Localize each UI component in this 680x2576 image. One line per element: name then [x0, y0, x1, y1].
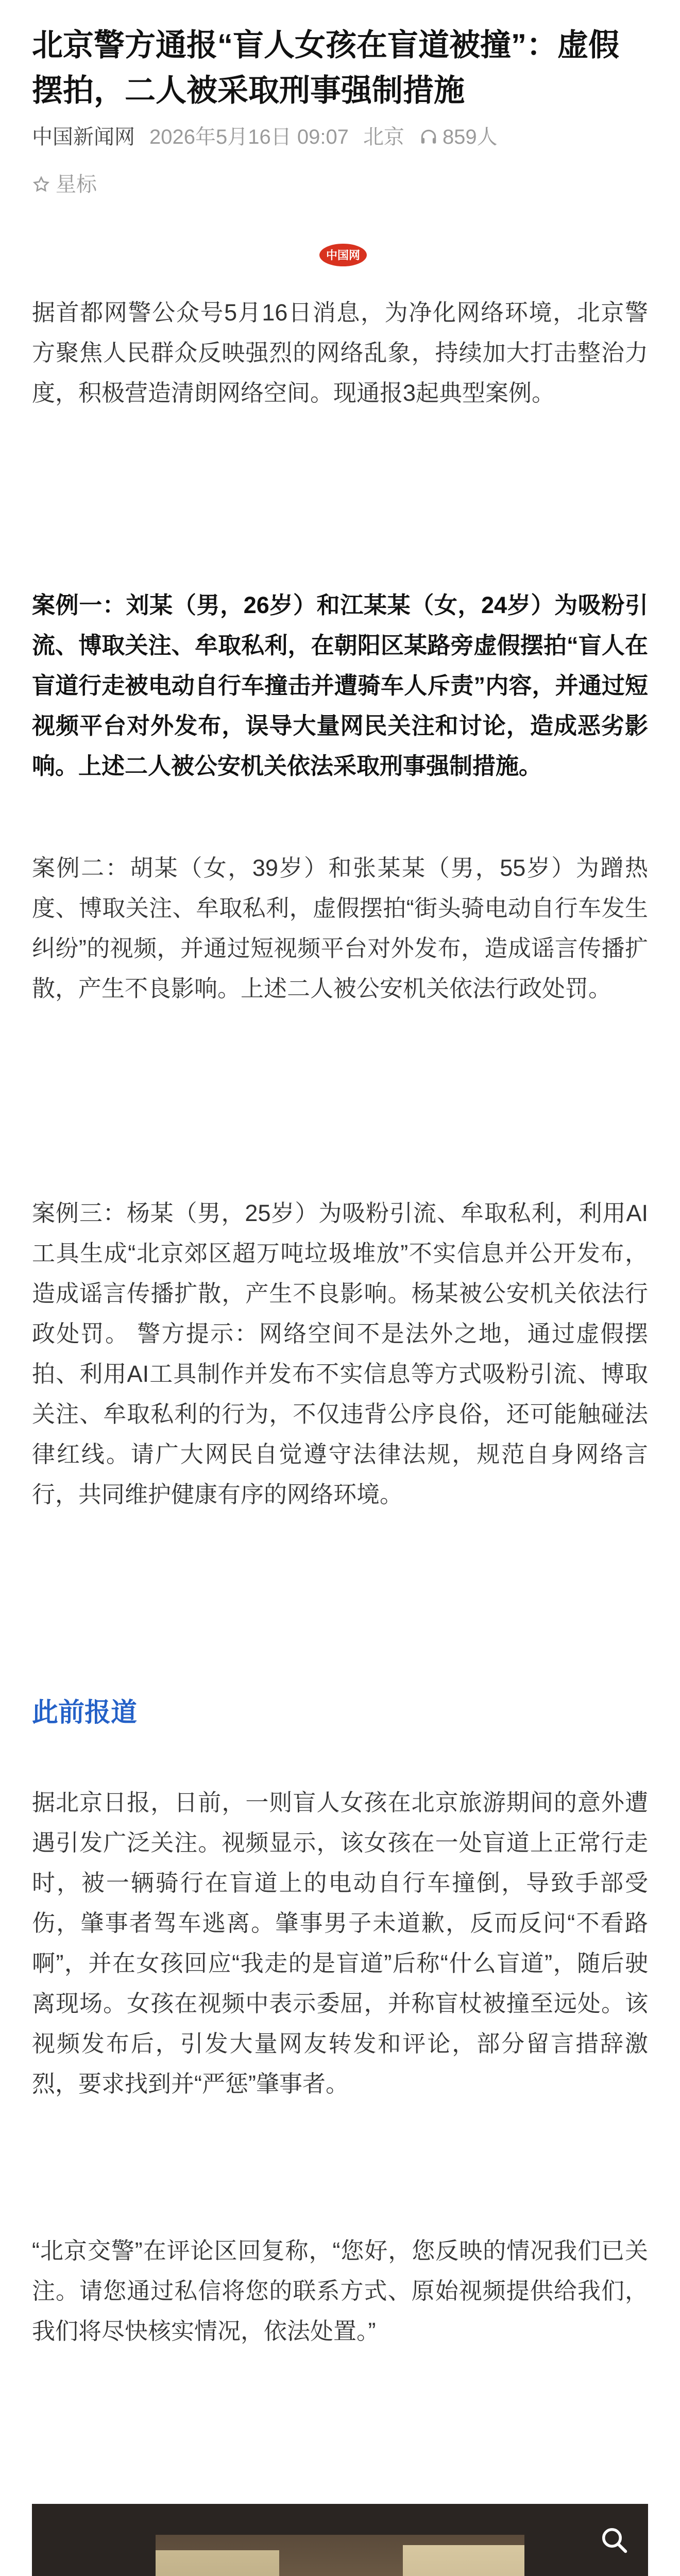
paragraph-intro: 据首都网警公众号5月16日消息，为净化网络环境，北京警方聚焦人民群众反映强烈的网络乱象，持续加大打击整治力度，积极营造清朗网络空间。现通报3起典型案例。 [32, 299, 648, 406]
paragraph-case-1: 案例一：刘某（男，26岁）和江某某（女，24岁）为吸粉引流、博取关注、牟取私利，在朝阳区某路旁虚假摆拍“盲人在盲道行走被电动自行车撞击并遭骑车人斥责”内容，并通过短视频平台对外发布，误导大量网民关注和讨论，造成恶劣影响。上述二人被公安机关依法采取刑事强制措施。 [32, 592, 648, 779]
video-shelf-left [156, 2550, 279, 2576]
star-button[interactable] [32, 170, 97, 199]
star-icon [32, 175, 50, 194]
headphones-icon [419, 127, 438, 147]
source-name[interactable]: 中国新闻网 [32, 126, 135, 148]
video-screenshot[interactable] [32, 2504, 648, 2576]
listen-count: 859人 [442, 126, 498, 148]
search-icon [599, 2525, 630, 2556]
publish-location: 北京 [363, 126, 404, 148]
article-meta [32, 123, 650, 151]
publish-time: 2026年5月16日 09:07 [149, 126, 349, 148]
video-shelf-right [403, 2545, 524, 2576]
site-logo [318, 242, 368, 268]
paragraph-case-2: 案例二：胡某（女，39岁）和张某某（男，55岁）为蹭热度、博取关注、牟取私利，虚假摆拍“街头骑电动自行车发生纠纷”的视频，并通过短视频平台对外发布，造成谣言传播扩散，产生不良影响。上述二人被公安机关依法行政处罚。 [32, 855, 648, 1002]
paragraph-report-1: 据北京日报，日前，一则盲人女孩在北京旅游期间的意外遭遇引发广泛关注。视频显示，该女孩在一处盲道上正常行走时，被一辆骑行在盲道上的电动自行车撞倒，导致手部受伤，肇事者驾车逃离。肇事男子未道歉，反而反问“不看路啊”，并在女孩回应“我走的是盲道”后称“什么盲道”，随后驶离现场。女孩在视频中表示委屈，并称盲杖被撞至远处。该视频发布后，引发大量网友转发和评论，部分留言措辞激烈，要求找到并“严惩”肇事者。 [32, 1789, 648, 2097]
logo-text: 中国网 [326, 249, 361, 262]
listen-button[interactable] [419, 123, 498, 151]
article-title: 北京警方通报“盲人女孩在盲道被撞”：虚假摆拍，二人被采取刑事强制措施 [32, 28, 619, 108]
paragraph-report-2: “北京交警”在评论区回复称，“您好，您反映的情况我们已关注。请您通过私信将您的联系方式、原始视频提供给我们，我们将尽快核实情况，依法处置。” [32, 2238, 648, 2344]
paragraph-case-3: 案例三：杨某（男，25岁）为吸粉引流、牟取私利，利用AI工具生成“北京郊区超万吨垃圾堆放”不实信息并公开发布，造成谣言传播扩散，产生不良影响。杨某被公安机关依法行政处罚。 警方提示：网络空间不是法外之地，通过虚假摆拍、利用AI工具制作并发布不实信息等方式吸粉引流、博取关注、牟取私利的行为，不仅违背公序良俗，还可能触碰法律红线。请广大网民自觉遵守法律法规，规范自身网络言行，共同维护健康有序的网络环境。 [32, 1200, 648, 1507]
star-label: 星标 [56, 173, 97, 196]
section-heading: 此前报道 [32, 1698, 138, 1727]
zoom-button[interactable] [597, 2522, 633, 2558]
